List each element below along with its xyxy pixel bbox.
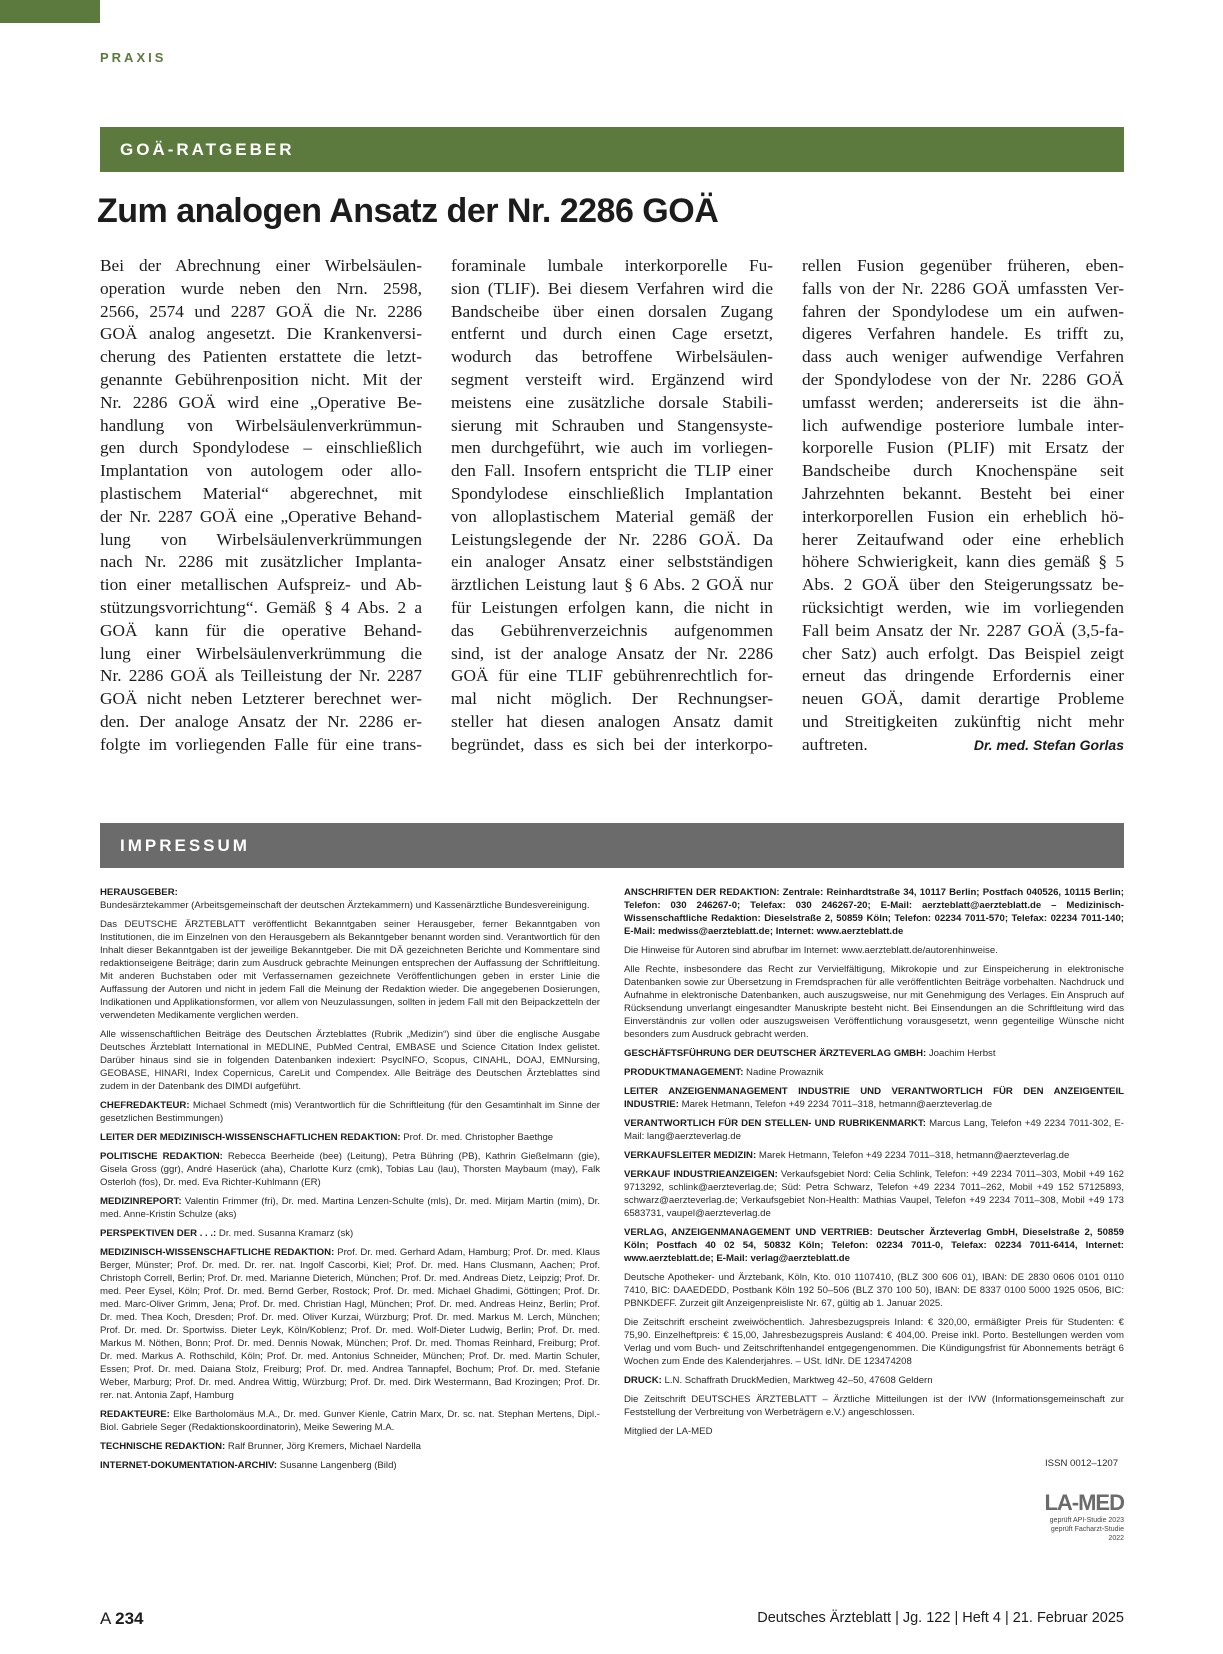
- impressum-text: Dr. med. Susanna Kramarz (sk): [216, 1228, 354, 1239]
- article-line: dass auch weniger aufwendige Verfahren: [802, 347, 1124, 367]
- impressum-entry: [100, 1028, 600, 1093]
- impressum-text: Valentin Frimmer (fri), Dr. med. Martina Lenzen-Schulte (mls), Dr. med. Mirjam Martin (mim), Dr. med. Anne-Kristin Schulze (aks): [100, 1196, 600, 1220]
- impressum-label: PERSPEKTIVEN DER . . .:: [100, 1228, 217, 1239]
- impressum-title: IMPRESSUM: [120, 836, 250, 855]
- article-line: Nr. 2286 GOÄ wird eine „Operative Be-: [100, 392, 422, 412]
- article-line: steller hat diesen analogen Ansatz damit: [451, 711, 773, 731]
- impressum-label: VERKAUFSLEITER MEDIZIN:: [624, 1150, 757, 1161]
- impressum-text: Deutsche Apotheker- und Ärztebank, Köln, Kto. 010 1107410, (BLZ 300 606 01), IBAN: DE 2830 0606 0101 0110 7410, BIC: DAAEDEDD, Postbank Köln 192 50–506 (BLZ 370 100 50), IBAN: DE 8337 0100 5000 1925 0506, BIC: PBNKDEFF. Zurzeit gilt Anzeigenpreisliste Nr. 67, gültig ab 1. Januar 2025.: [624, 1272, 1124, 1309]
- article-line: operation wurde neben den Nrn. 2598,: [100, 278, 422, 298]
- impressum-entry: [624, 1374, 1124, 1387]
- article-line: GOÄ analog angesetzt. Die Krankenversi-: [100, 324, 422, 344]
- impressum-entry: [100, 1246, 600, 1402]
- article-title: Zum analogen Ansatz der Nr. 2286 GOÄ: [97, 192, 719, 230]
- article-line: ein analoger Ansatz einer selbstständigen: [451, 552, 773, 572]
- impressum-label: VERKAUF INDUSTRIEANZEIGEN:: [624, 1169, 778, 1180]
- article-line: umfasst werden; andererseits ist die ähn-: [802, 392, 1124, 412]
- impressum-text: L.N. Schaffrath DruckMedien, Marktweg 42–50, 47608 Geldern: [661, 1375, 933, 1386]
- article-line: meistens eine zusätzliche dorsale Stabili-: [451, 392, 773, 412]
- la-med-logo: LA-MED: [1044, 1490, 1124, 1515]
- impressum-text: Das DEUTSCHE ÄRZTEBLATT veröffentlicht Bekanntgaben seiner Herausgeber, ferner Bekanntgaben von Institutionen, die im Einzelnen von den Herausgebern als Bekanntgeber benannt worden sind. Verantwortlich für den Inhalt dieser Bekanntgaben ist der jeweilige Bekanntgeber. Die mit DÄ gezeichneten Berichte und Kommentare sind redaktionseigene Beiträge; darin zum Ausdruck gebrachte Meinungen entsprechen der Auffassung der Schriftleitung. Mit anderen Buchstaben oder mit Verfassernamen gezeichnete Veröffentlichungen geben in erster Linie die Auffassung der Autoren und nicht in jedem Fall die Meinung der Redaktion wieder. Die angegebenen Dosierungen, Indikationen und Applikationsformen, vor allem von Neuzulassungen, sollten in jedem Fall mit den Beipackzetteln der verwendeten Medikamente verglichen werden.: [100, 919, 600, 1021]
- article-line: tion einer metallischen Aufspreiz- und Ab-: [100, 575, 422, 595]
- article-line: genannte Gebührenposition nicht. Mit der: [100, 369, 422, 389]
- la-med-line-1: geprüft API-Studie 2023: [1049, 1517, 1124, 1524]
- article-line: von alloplastischem Material gemäß der: [451, 506, 773, 526]
- article-line: für Leistungen erfolgen kann, die nicht in: [451, 597, 773, 617]
- impressum-text: Bundesärztekammer (Arbeitsgemeinschaft der deutschen Ärztekammern) und Kassenärztliche Bundesvereinigung.: [100, 900, 590, 911]
- impressum-text: Ralf Brunner, Jörg Kremers, Michael Nardella: [225, 1441, 421, 1452]
- article-line: handlung von Wirbelsäulenverkrümmun-: [100, 415, 422, 435]
- article-line: neuen GOÄ, damit derartige Probleme: [802, 689, 1124, 709]
- impressum-entry: [624, 963, 1124, 1041]
- impressum-text: Michael Schmedt (mis) Verantwortlich für die Schriftleitung (für den Gesamtinhalt im Sinne der gesetzlichen Bestimmungen): [100, 1100, 600, 1124]
- article-last-line: [802, 734, 1124, 757]
- article-line: Nr. 2286 GOÄ als Teilleistung der Nr. 2287: [100, 666, 422, 686]
- article-line: und Streitigkeiten zukünftig nicht mehr: [802, 711, 1124, 731]
- impressum-bold-text: Deutscher Ärzteverlag GmbH, Dieselstraße 2, 50859 Köln; Postfach 40 02 54, 50832 Köln; Telefon: 02234 7011-0, Telefax: 02234 7011-6414, Internet: www.aerzteblatt.de; E-Mail: verlag@aerzteblatt.de: [624, 1227, 1124, 1264]
- impressum-label: POLITISCHE REDAKTION:: [100, 1151, 223, 1162]
- article-line: men durchgeführt, wie auch im vorliegen-: [451, 438, 773, 458]
- impressum-text: Alle wissenschaftlichen Beiträge des Deutschen Ärzteblattes (Rubrik „Medizin“) sind über die englische Ausgabe Deutsches Ärzteblatt International in MEDLINE, PubMed Central, EMBASE und Science Citation Index gelistet. Darüber hinaus sind sie in folgenden Datenbanken indexiert: PsycINFO, Scopus, CINAHL, DOAJ, EMNursing, GEOBASE, HINARI, Index Copernicus, CareLit und Compendex. Alle Beiträge des Deutschen Ärzteblattes sind zudem in der Datenbank des DIMDI aufgeführt.: [100, 1029, 600, 1092]
- article-line: GOÄ nicht neben Letzterer berechnet wer-: [100, 689, 422, 709]
- impressum-entry: [624, 1168, 1124, 1220]
- impressum-text: Verkaufsgebiet Nord: Celia Schlink, Telefon: +49 2234 7011–303, Mobil +49 162 9713292, schlink@aerzteverlag.de; Süd: Petra Schwarz, Telefon +49 2234 7011–262, Mobil +49 152 57125893, schwarz@aerzteverlag.de; Verkaufsgebiet Non-Health: Mathias Vaupel, Telefon +49 2234 7011–308, Mobil +49 173 6583731, vaupel@aerzteverlag.de: [624, 1169, 1125, 1219]
- article-line: Abs. 2 GOÄ über den Steigerungssatz be-: [802, 575, 1124, 595]
- impressum-entry: [624, 944, 1124, 957]
- article-line: mal nicht möglich. Der Rechnungser-: [451, 689, 773, 709]
- article-line: Implantation von autologem oder allo-: [100, 461, 422, 481]
- article-line: lung von Wirbelsäulenverkrümmungen: [100, 529, 422, 549]
- impressum-text: Die Hinweise für Autoren sind abrufbar im Internet: www.aerzteblatt.de/autorenhinweise.: [624, 945, 998, 956]
- issn: ISSN 0012–1207: [1045, 1458, 1119, 1469]
- impressum-entry: [624, 1085, 1124, 1111]
- impressum-entry: [100, 1408, 600, 1434]
- impressum-text: Die Zeitschrift erscheint zweiwöchentlich. Jahresbezugspreis Inland: € 320,00, ermäßigter Preis für Studenten: € 75,90. Einzelheftpreis: € 15,00, Jahresbezugspreis Ausland: € 404,00. Preise inkl. Porto. Bestellungen werden vom Verlag und vom Buch- und Zeitschriftenhandel entgegengenommen. Die Kündigungsfrist für Abonnements beträgt 6 Wochen zum Ende des Kalenderjahres. – USt. IdNr. DE 123474208: [624, 1317, 1124, 1367]
- article-line: ärztlichen Leistung laut § 6 Abs. 2 GOÄ nur: [451, 575, 773, 595]
- impressum-entry: [624, 1271, 1124, 1310]
- impressum-label: ANSCHRIFTEN DER REDAKTION:: [624, 887, 780, 898]
- article-column-1: [100, 255, 422, 757]
- impressum-bold-text: Zentrale: Reinhardtstraße 34, 10117 Berlin; Postfach 040526, 10115 Berlin; Telefon: 030 246267-0; Telefax: 030 246267-20; E-Mail: aerzteblatt@aerzteblatt.de – Medizinisch-Wissenschaftliche Redaktion: Dieselstraße 2, 50859 Köln; Telefon: 02234 7011-570; Telefax: 02234 7011-140; E-Mail: medwiss@aerzteblatt.de; Internet: www.aerzteblatt.de: [624, 887, 1124, 937]
- impressum-entry: [100, 899, 600, 912]
- impressum-label: VERLAG, ANZEIGENMANAGEMENT UND VERTRIEB:: [624, 1227, 873, 1238]
- impressum-text: Die Zeitschrift DEUTSCHES ÄRZTEBLATT – Ärztliche Mitteilungen ist der IVW (Informationsgemeinschaft zur Feststellung der Verbreitung von Werbeträgern e.V.) angeschlossen.: [624, 1394, 1124, 1418]
- article-line: folgte im vorliegenden Falle für eine trans-: [100, 734, 422, 754]
- impressum-entry: [624, 886, 1124, 938]
- impressum-text: Joachim Herbst: [926, 1048, 996, 1059]
- impressum-left-column: [100, 886, 600, 1478]
- impressum-entry: [100, 918, 600, 1022]
- impressum-text: Marek Hetmann, Telefon +49 2234 7011–318, hetmann@aerzteverlag.de: [756, 1150, 1070, 1161]
- article-line: cherung des Patienten erstattete die letzt-: [100, 347, 422, 367]
- impressum-label: PRODUKTMANAGEMENT:: [624, 1067, 744, 1078]
- impressum-label: HERAUSGEBER:: [100, 887, 178, 898]
- impressum-entry: [100, 886, 600, 899]
- impressum-label: CHEFREDAKTEUR:: [100, 1100, 190, 1111]
- impressum-text: Rebecca Beerheide (bee) (Leitung), Petra Bühring (PB), Kathrin Gießelmann (gie), Gisela Gross (ggr), André Haserück (aha), Charlotte Kurz (cmk), Tobias Lau (lau), Thorsten Maybaum (may), Falk Osterloh (fos), Dr. med. Eva Richter-Kuhlmann (ER): [100, 1151, 600, 1188]
- article-line: der Nr. 2287 GOÄ eine „Operative Behand-: [100, 506, 422, 526]
- impressum-bar: [100, 823, 1124, 868]
- impressum-label: MEDIZINISCH-WISSENSCHAFTLICHE REDAKTION:: [100, 1247, 335, 1258]
- article-line: lich aufwendige posteriore lumbale inter-: [802, 415, 1124, 435]
- article-line: Leistungslegende der Nr. 2286 GOÄ. Da: [451, 529, 773, 549]
- article-line: stützungsvorrichtung“. Gemäß § 4 Abs. 2 a: [100, 597, 422, 617]
- page-number-value: 234: [115, 1609, 144, 1628]
- article-author: Dr. med. Stefan Gorlas: [973, 736, 1124, 753]
- article-line: Fall beim Ansatz der Nr. 2287 GOÄ (3,5-fa-: [802, 620, 1124, 640]
- article-line: Bei der Abrechnung einer Wirbelsäulen-: [100, 256, 422, 275]
- article-line: der Spondylodese von der Nr. 2286 GOÄ: [802, 369, 1124, 389]
- impressum-right-column: [624, 886, 1124, 1444]
- impressum-entry: [100, 1131, 600, 1144]
- page-number: [100, 1609, 144, 1629]
- article-closing-text: auftreten.: [802, 734, 868, 754]
- article-line: Jahrzehnten bekannt. Besteht bei einer: [802, 483, 1124, 503]
- article-line: plastischem Material“ abgerechnet, mit: [100, 483, 422, 503]
- impressum-text: Prof. Dr. med. Gerhard Adam, Hamburg; Prof. Dr. med. Klaus Berger, Münster; Prof. Dr. med. Dr. rer. nat. Ingolf Cascorbi, Kiel; Prof. Dr. med. Hans Clusmann, Aachen; Prof. Christoph Correll, Berlin; Prof. Dr. med. Marianne Dieterich, München; Prof. Dr. med. Andreas Dietz, Leipzig; Prof. Dr. med. Peer Eysel, Köln; Prof. Dr. med. Bernd Gerber, Rostock; Prof. Dr. med. Michael Ghadimi, Göttingen; Prof. Dr. med. Marc-Oliver Grimm, Jena; Prof. Dr. med. Christian Hagl, München; Prof. Dr. med. Andreas Heinz, Berlin; Prof. Dr. med. Thea Koch, Dresden; Prof. Dr. med. Oliver Kurzai, Würzburg; Prof. Dr. med. Markus M. Lerch, München; Prof. Dr. med. Dr. Sportwiss. Dieter Leyk, Köln/Koblenz; Prof. Dr. med. Wolf-Dieter Ludwig, Berlin; Prof. Dr. med. Markus M. Nöthen, Bonn; Prof. Dr. med. Dennis Nowak, München; Prof. Dr. med. Thomas Reinhard, Freiburg; Prof. Dr. med. Markus A. Rothschild, Köln; Prof. Dr. med. Antonius Schneider, München; Prof. Dr. med. Martin Schuler, Essen; Prof. Dr. med. Daiana Stolz, Freiburg; Prof. Dr. med. Andrea Tannapfel, Bochum; Prof. Dr. med. Stefanie Weber, Marburg; Prof. Dr. med. Andrea Wittig, Würzburg; Prof. Dr. med. Dirk Westermann, Bad Krozingen; Prof. Dr. rer. nat. Antonia Zapf, Hamburg: [100, 1247, 600, 1401]
- impressum-entry: [100, 1227, 600, 1240]
- article-line: cher Satz) auch erfolgt. Das Beispiel zeigt: [802, 643, 1124, 663]
- article-line: rücksichtigt werden, wie im vorliegenden: [802, 597, 1124, 617]
- impressum-entry: [624, 1066, 1124, 1079]
- article-line: nach Nr. 2286 mit zusätzlicher Implanta-: [100, 552, 422, 572]
- page-prefix: A: [100, 1609, 111, 1628]
- impressum-entry: [100, 1150, 600, 1189]
- article-line: entfernt und durch einen Cage ersetzt,: [451, 324, 773, 344]
- article-line: lung einer Wirbelsäulenverkrümmung die: [100, 643, 422, 663]
- article-line: rellen Fusion gegenüber früheren, eben-: [802, 256, 1124, 275]
- article-line: sierung mit Schrauben und Stangensyste-: [451, 415, 773, 435]
- article-line: sion (TLIF). Bei diesem Verfahren wird die: [451, 278, 773, 298]
- article-line: wodurch das betroffene Wirbelsäulen-: [451, 347, 773, 367]
- la-med-seal: [1040, 1490, 1124, 1560]
- impressum-text: Marek Hetmann, Telefon +49 2234 7011–318, hetmann@aerzteverlag.de: [678, 1099, 993, 1110]
- article-line: begründet, dass es sich bei der interkorpo-: [451, 734, 773, 754]
- impressum-text: Alle Rechte, insbesondere das Recht zur Vervielfältigung, Mikrokopie und zur Einspeicherung in elektronische Datenbanken sowie zur Übersetzung in Fremdsprachen für alle veröffentlichten Beiträge vorbehalten. Nachdruck und Aufnahme in elektronische Datenbanken, auch auszugsweise, nur mit Genehmigung des Verlages. Ein Anspruch auf Rücksendung unverlangt eingesandter Manuskripte besteht nicht. Bei Einsendungen an die Schriftleitung wird das Einverständnis zur vollen oder auszugsweisen Veröffentlichung vorausgesetzt, wenn gegenteilige Wünsche nicht besonders zum Ausdruck gebracht werden.: [624, 964, 1124, 1040]
- impressum-text: Nadine Prowaznik: [743, 1067, 824, 1078]
- article-line: korporelle Fusion (PLIF) mit Ersatz der: [802, 438, 1124, 458]
- la-med-line-2: geprüft Facharzt-Studie 2022: [1050, 1526, 1124, 1542]
- article-line: höhere Schwierigkeit, kann dies gemäß § 5: [802, 552, 1124, 572]
- impressum-text: Susanne Langenberg (Bild): [277, 1460, 397, 1471]
- impressum-entry: [624, 1316, 1124, 1368]
- impressum-label: TECHNISCHE REDAKTION:: [100, 1441, 226, 1452]
- article-line: foraminale lumbale interkorporelle Fu-: [451, 256, 773, 275]
- impressum-label: REDAKTEURE:: [100, 1409, 170, 1420]
- article-line: sind, ist der analoge Ansatz der Nr. 2286: [451, 643, 773, 663]
- impressum-text: Mitglied der LA-MED: [624, 1426, 713, 1437]
- article-line: GOÄ kann für die operative Behand-: [100, 620, 422, 640]
- article-line: Spondylodese einschließlich Implantation: [451, 483, 773, 503]
- impressum-label: DRUCK:: [624, 1375, 662, 1386]
- article-line: GOÄ für eine TLIF gebührenrechtlich for-: [451, 666, 773, 686]
- article-line: den Fall. Insofern entspricht die TLIP einer: [451, 461, 773, 481]
- article-line: falls von der Nr. 2286 GOÄ umfassten Ver-: [802, 278, 1124, 298]
- impressum-label: INTERNET-DOKUMENTATION-ARCHIV:: [100, 1460, 278, 1471]
- article-line: den. Der analoge Ansatz der Nr. 2286 er-: [100, 711, 422, 731]
- article-line: 2566, 2574 und 2287 GOÄ die Nr. 2286: [100, 301, 422, 321]
- article-line: erneut das dringende Erfordernis einer: [802, 666, 1124, 686]
- impressum-entry: [624, 1047, 1124, 1060]
- impressum-text: Marcus Lang, Telefon +49 2234 7011-302, E-Mail: lang@aerzteverlag.de: [624, 1118, 1124, 1142]
- impressum-text: Prof. Dr. med. Christopher Baethge: [400, 1132, 554, 1143]
- article-line: das Gebührenverzeichnis aufgenommen: [451, 620, 773, 640]
- publication-source: Deutsches Ärzteblatt | Jg. 122 | Heft 4 | 21. Februar 2025: [757, 1610, 1124, 1626]
- impressum-entry: [100, 1195, 600, 1221]
- article-line: herer Zeitaufwand oder eine erheblich: [802, 529, 1124, 549]
- article-line: interkorporellen Fusion ein erheblich hö-: [802, 506, 1124, 526]
- section-label: PRAXIS: [100, 50, 167, 65]
- article-line: digeres Verfahren handele. Es trifft zu,: [802, 324, 1124, 344]
- article-line: Bandscheibe durch Knochenspäne seit: [802, 461, 1124, 481]
- rubric-bar: [100, 127, 1124, 172]
- article-column-3: [802, 255, 1124, 757]
- impressum-entry: [624, 1226, 1124, 1265]
- article-line: gen durch Spondylodese – einschließlich: [100, 438, 422, 458]
- article-line: Bandscheibe über einen dorsalen Zugang: [451, 301, 773, 321]
- impressum-label: MEDIZINREPORT:: [100, 1196, 182, 1207]
- impressum-label: LEITER ANZEIGENMANAGEMENT INDUSTRIE UND VERANTWORTLICH FÜR DEN ANZEIGENTEIL INDUSTRIE:: [624, 1086, 1124, 1110]
- impressum-entry: [100, 1440, 600, 1453]
- article-column-2: [451, 255, 773, 757]
- impressum-label: LEITER DER MEDIZINISCH-WISSENSCHAFTLICHEN REDAKTION:: [100, 1132, 401, 1143]
- impressum-label: GESCHÄFTSFÜHRUNG DER DEUTSCHER ÄRZTEVERLAG GMBH:: [624, 1048, 927, 1059]
- impressum-entry: [624, 1393, 1124, 1419]
- impressum-entry: [100, 1099, 600, 1125]
- impressum-entry: [624, 1425, 1124, 1438]
- article-line: segment versteift wird. Ergänzend wird: [451, 369, 773, 389]
- impressum-label: VERANTWORTLICH FÜR DEN STELLEN- UND RUBRIKENMARKT:: [624, 1118, 926, 1129]
- article-body: [100, 255, 1124, 775]
- impressum-entry: [624, 1117, 1124, 1143]
- impressum-entry: [624, 1149, 1124, 1162]
- corner-accent-tab: [0, 0, 100, 23]
- impressum-entry: [100, 1459, 600, 1472]
- article-line: fahren der Spondylodese um ein aufwen-: [802, 301, 1124, 321]
- impressum-text: Elke Bartholomäus M.A., Dr. med. Gunver Kienle, Catrin Marx, Dr. sc. nat. Stephan Mertens, Dipl.-Biol. Gabriele Seger (Redaktionskoordinatorin), Meike Sewering M.A.: [100, 1409, 600, 1433]
- rubric-title: GOÄ-RATGEBER: [120, 140, 295, 159]
